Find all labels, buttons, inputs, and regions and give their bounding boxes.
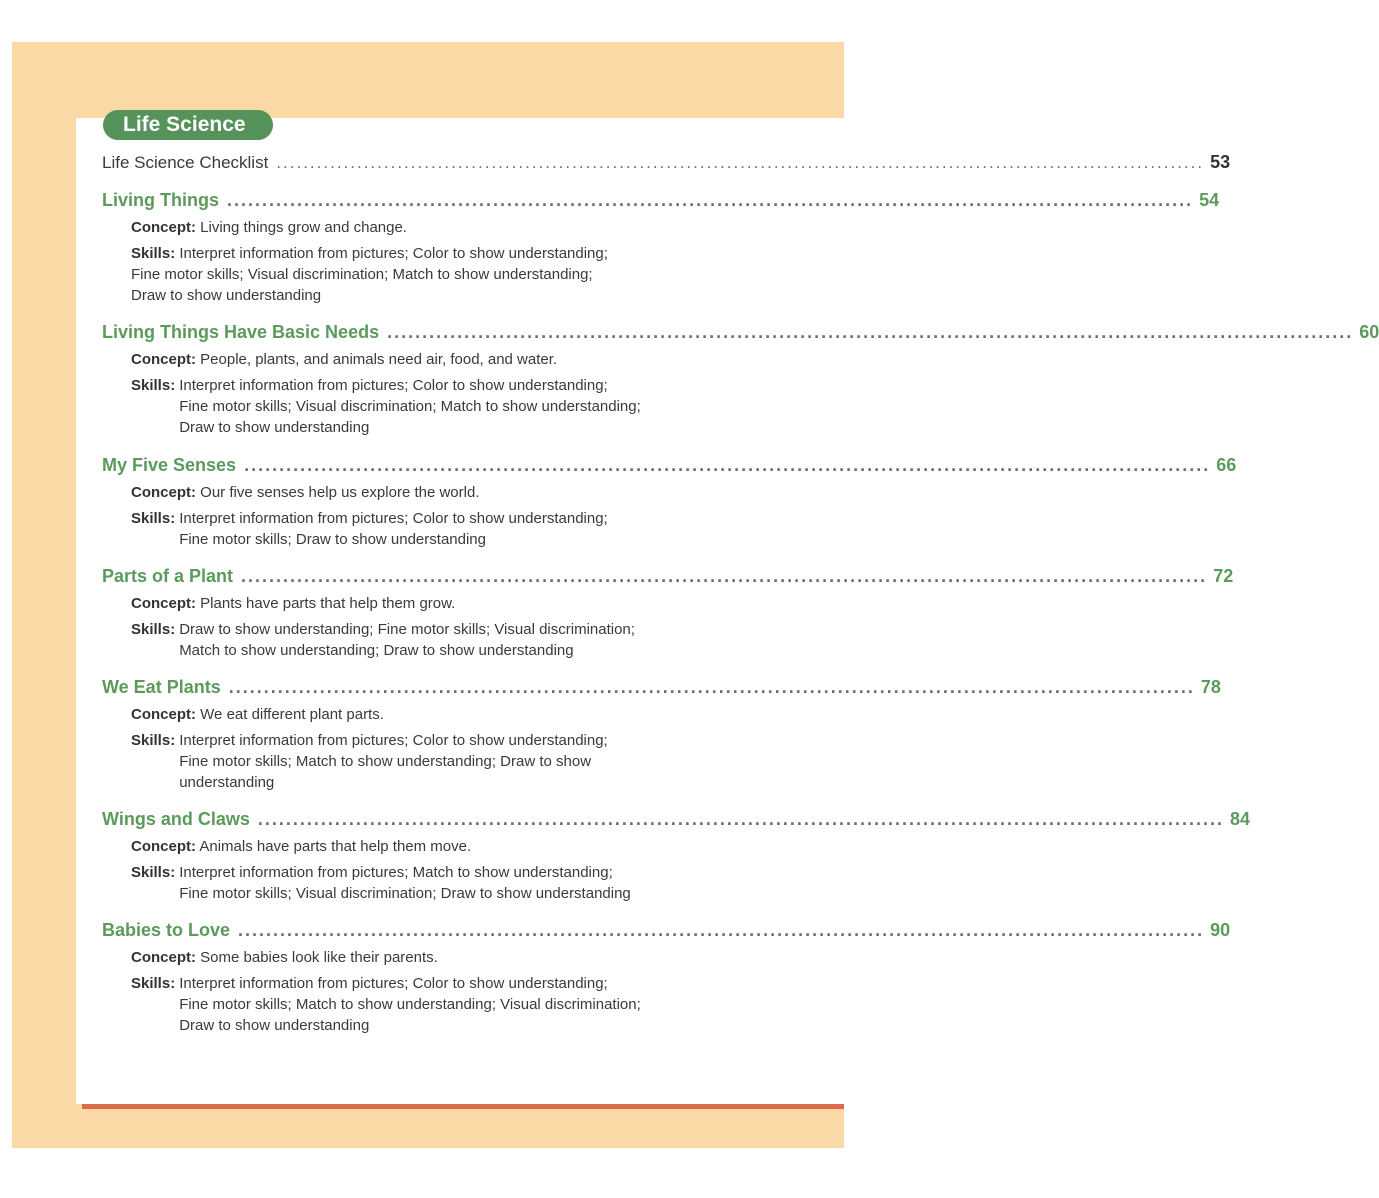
skills-line: understanding (179, 774, 275, 791)
toc-entry-title: We Eat Plants (102, 677, 221, 697)
toc-entry-parts-of-a-plant[interactable] (102, 566, 1234, 587)
skills-line: Interpret information from pictures; Color to show understanding; (179, 732, 608, 749)
skills-line: Interpret information from pictures; Color to show understanding; (179, 377, 608, 394)
concept-label: Concept: (131, 706, 196, 723)
skills-line: Fine motor skills; Match to show understanding; Visual discrimination; (179, 996, 641, 1013)
concept-text: Living things grow and change. (200, 219, 407, 236)
skills-label: Skills: (131, 732, 176, 749)
skills-line: Fine motor skills; Visual discrimination; Match to show understanding; (131, 266, 593, 283)
toc-entry-title: Living Things Have Basic Needs (102, 322, 380, 342)
concept-text: Animals have parts that help them move. (199, 838, 472, 855)
leader-dots: .......................................................................................................................................... (276, 153, 1205, 172)
toc-page-number: 72 (1213, 566, 1234, 586)
toc-entry-five-senses[interactable] (102, 455, 1237, 476)
skills-line: Skills: Interpret information from pictures; Color to show understanding; (131, 245, 608, 262)
skills-block (131, 973, 731, 1036)
concept-label: Concept: (131, 484, 196, 501)
toc-entry-title: My Five Senses (102, 455, 237, 475)
concept-line (131, 704, 384, 725)
toc-page-number: 66 (1216, 455, 1237, 475)
toc-page-number: 78 (1200, 677, 1221, 697)
skills-line: Draw to show understanding (179, 1017, 370, 1034)
skills-block (131, 375, 731, 438)
skills-line: Draw to show understanding; Fine motor skills; Visual discrimination; (179, 621, 635, 638)
concept-line (131, 217, 407, 238)
concept-text: Our five senses help us explore the world. (200, 484, 480, 501)
concept-label: Concept: (131, 595, 196, 612)
leader-dots: .......................................................................................................................................... (241, 566, 1208, 586)
skills-label: Skills: (131, 864, 176, 881)
leader-dots: .......................................................................................................................................... (227, 190, 1194, 210)
skills-label: Skills: (131, 377, 176, 394)
toc-entry-babies-to-love[interactable] (102, 920, 1231, 941)
toc-page-number: 53 (1210, 152, 1231, 172)
skills-label: Skills: (131, 510, 176, 527)
concept-line (131, 836, 471, 857)
toc-entry-living-things[interactable] (102, 190, 1220, 211)
bottom-rule (82, 1104, 844, 1109)
toc-entry-title: Wings and Claws (102, 809, 250, 829)
concept-text: We eat different plant parts. (200, 706, 384, 723)
skills-line: Fine motor skills; Draw to show understanding (179, 531, 486, 548)
toc-page-number: 90 (1210, 920, 1231, 940)
skills-line: Interpret information from pictures; Color to show understanding; (179, 975, 608, 992)
concept-line (131, 482, 479, 503)
skills-label: Skills: (131, 245, 176, 262)
skills-line: Interpret information from pictures; Match to show understanding; (179, 864, 613, 881)
toc-entry-title: Living Things (102, 190, 219, 210)
skills-line: Draw to show understanding (179, 419, 370, 436)
concept-line (131, 349, 557, 370)
skills-line: Fine motor skills; Visual discrimination; Match to show understanding; (179, 398, 641, 415)
skills-line: Interpret information from pictures; Color to show understanding; (179, 510, 608, 527)
leader-dots: .......................................................................................................................................... (257, 809, 1224, 829)
concept-line (131, 947, 438, 968)
skills-block (131, 243, 691, 306)
leader-dots: .......................................................................................................................................... (387, 322, 1354, 342)
toc-entry-we-eat-plants[interactable] (102, 677, 1221, 698)
skills-block (131, 619, 731, 661)
toc-entry-checklist[interactable] (102, 152, 1231, 173)
skills-label: Skills: (131, 621, 176, 638)
concept-line (131, 593, 455, 614)
skills-block (131, 730, 731, 793)
skills-label: Skills: (131, 975, 176, 992)
skills-line: Match to show understanding; Draw to show understanding (179, 642, 574, 659)
toc-page-number: 54 (1199, 190, 1220, 210)
skills-line: Fine motor skills; Match to show understanding; Draw to show (179, 753, 592, 770)
concept-text: Plants have parts that help them grow. (200, 595, 456, 612)
concept-text: People, plants, and animals need air, food, and water. (200, 351, 558, 368)
toc-entry-basic-needs[interactable] (102, 322, 1379, 343)
concept-label: Concept: (131, 838, 196, 855)
toc-entry-title: Babies to Love (102, 920, 231, 940)
skills-block (131, 508, 731, 550)
leader-dots: .......................................................................................................................................... (238, 920, 1205, 940)
skills-block (131, 862, 731, 904)
section-heading: Life Science (103, 110, 273, 140)
concept-label: Concept: (131, 219, 196, 236)
toc-page-number: 84 (1230, 809, 1251, 829)
leader-dots: .......................................................................................................................................... (244, 455, 1211, 475)
toc-entry-title: Parts of a Plant (102, 566, 234, 586)
skills-line: Draw to show understanding (131, 287, 322, 304)
concept-label: Concept: (131, 351, 196, 368)
skills-line: Fine motor skills; Visual discrimination; Draw to show understanding (179, 885, 631, 902)
toc-entry-title: Life Science Checklist (102, 153, 269, 172)
toc-page-number: 60 (1359, 322, 1379, 342)
toc-entry-wings-and-claws[interactable] (102, 809, 1251, 830)
concept-label: Concept: (131, 949, 196, 966)
concept-text: Some babies look like their parents. (200, 949, 438, 966)
leader-dots: .......................................................................................................................................... (228, 677, 1195, 697)
